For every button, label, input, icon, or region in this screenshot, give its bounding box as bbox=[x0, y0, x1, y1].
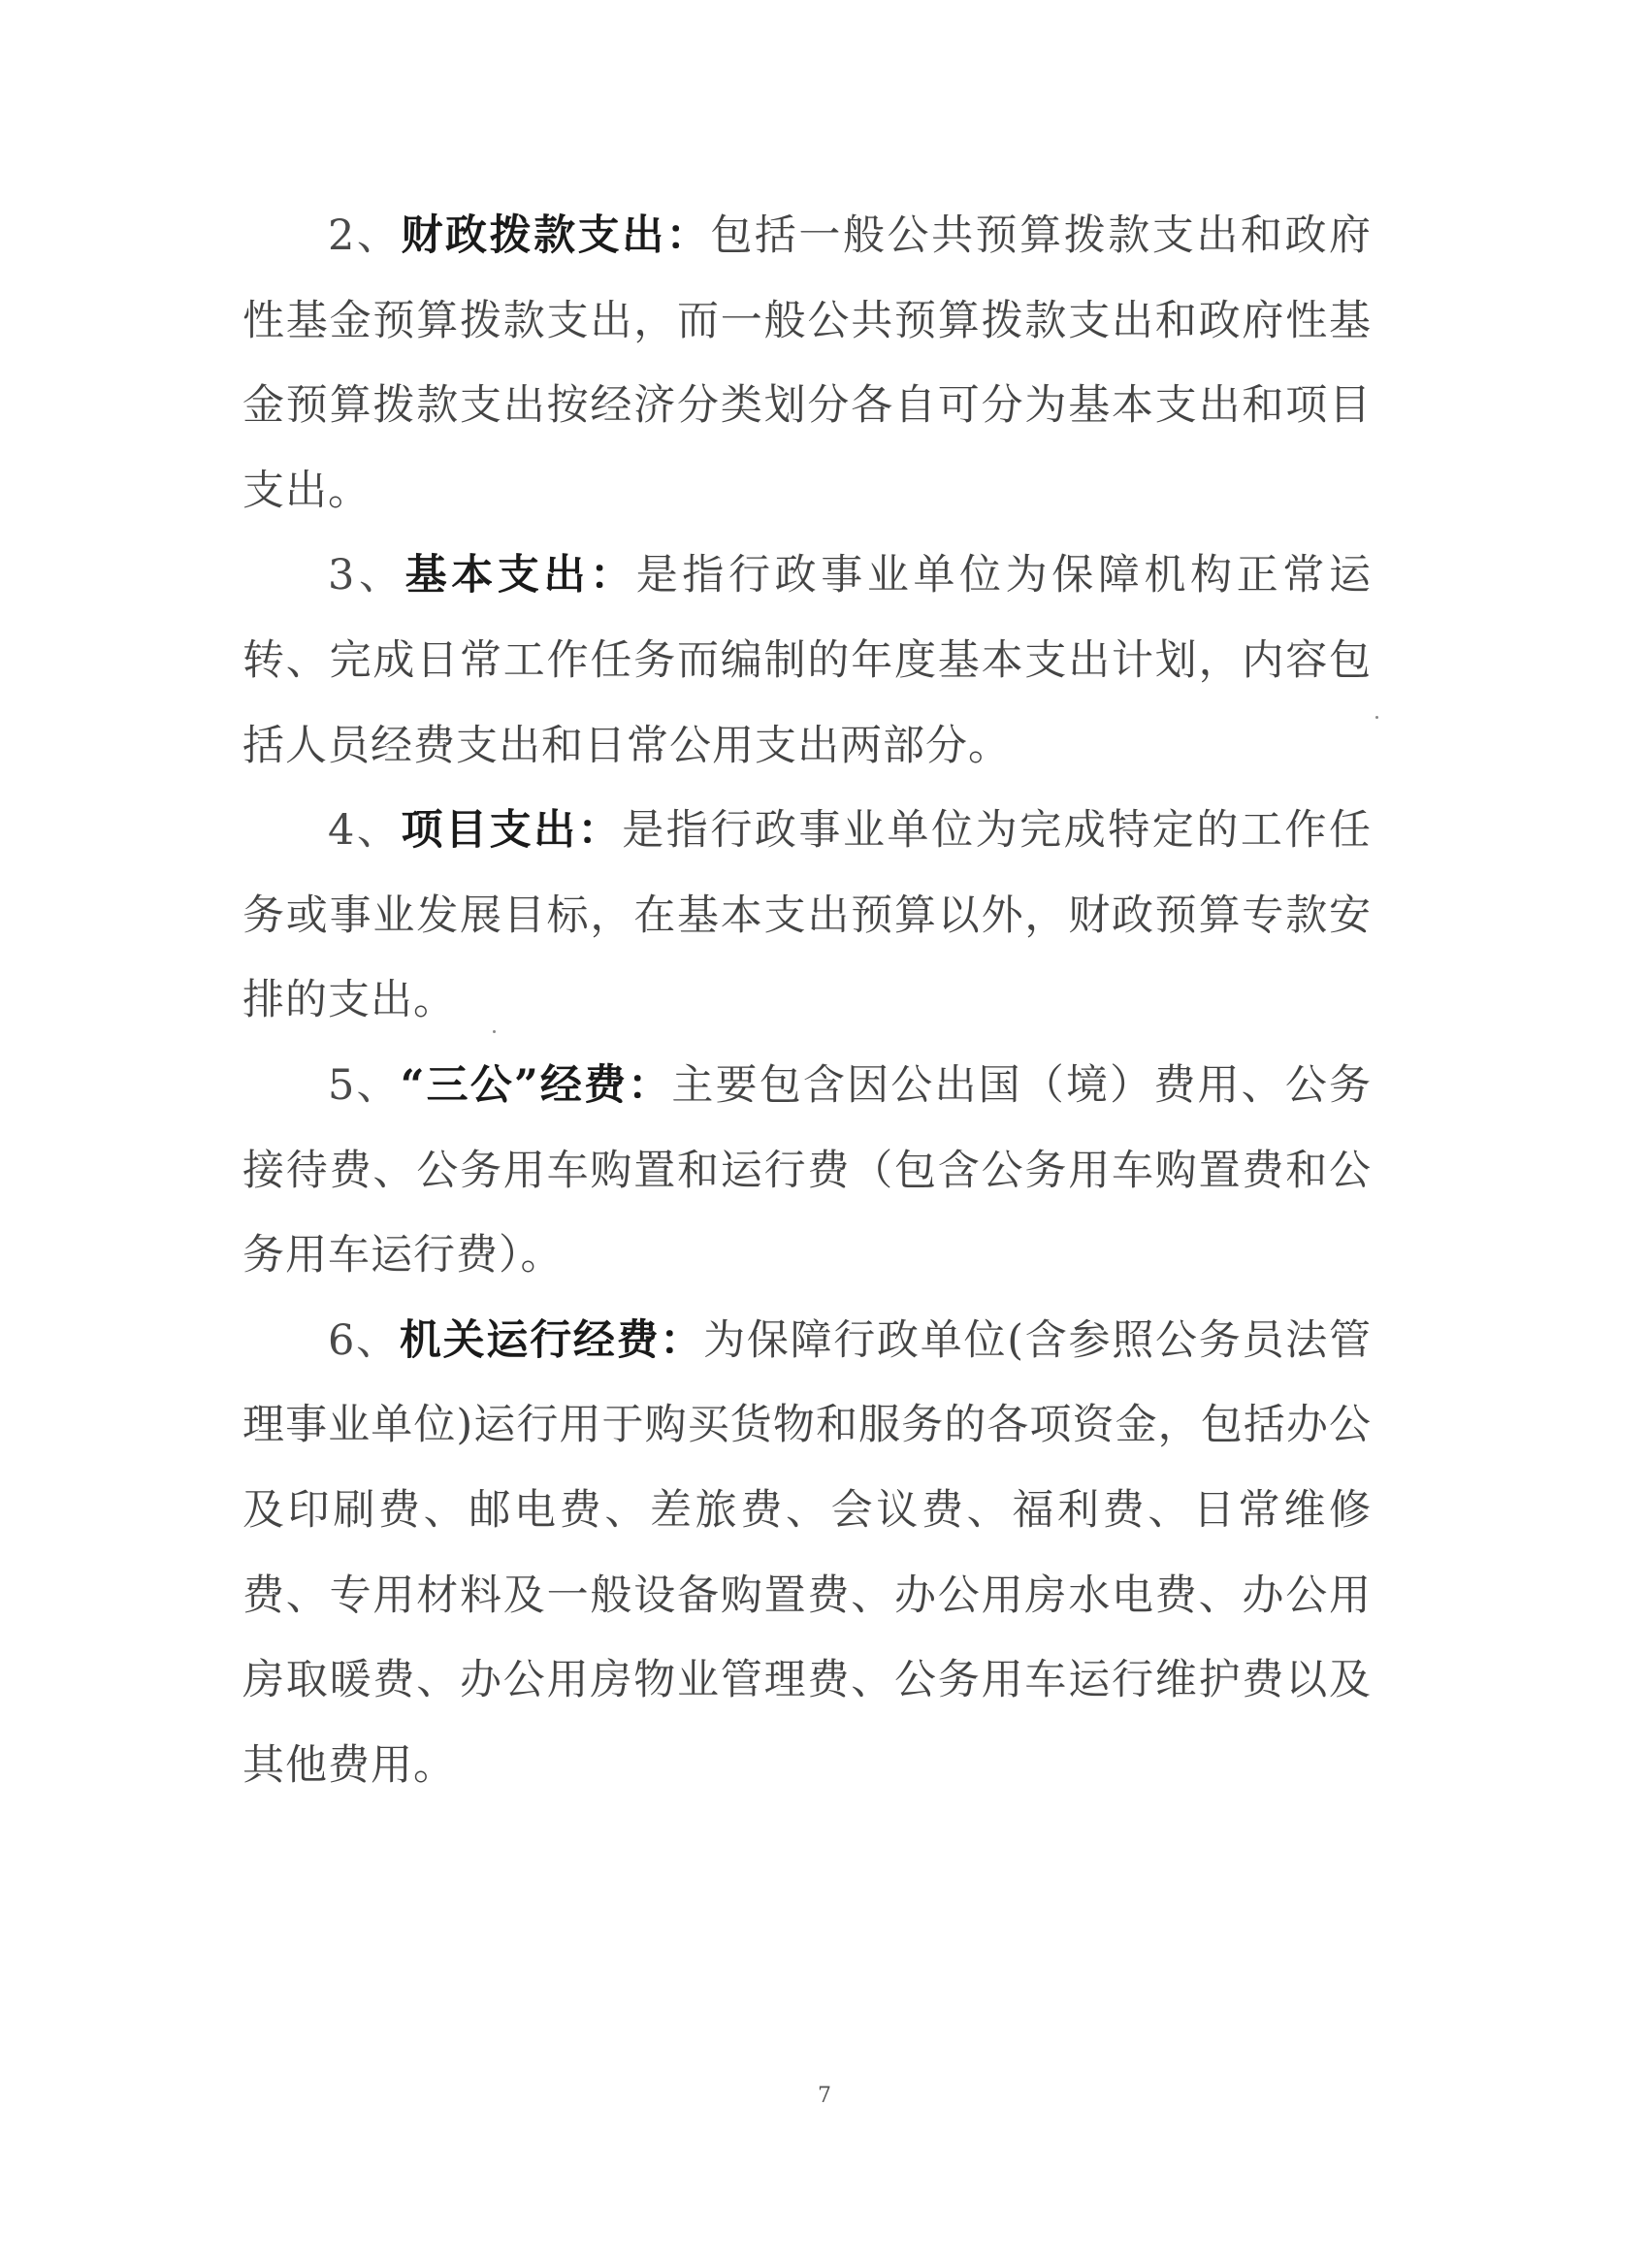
paragraph-number: 4、 bbox=[328, 806, 402, 856]
paragraph-2 bbox=[242, 194, 1372, 534]
paragraph-number: 3、 bbox=[328, 551, 405, 600]
scan-speck bbox=[493, 1030, 496, 1033]
paragraph-6 bbox=[242, 1299, 1372, 1809]
term-definition: 为保障行政单位(含参照公务员法管理事业单位)运行用于购买货物和服务的各项资金，包括办公及印刷费、邮电费、差旅费、会议费、福利费、日常维修费、专用材料及一般设备购置费、办公用房水电费、办公用房取暖费、办公用房物业管理费、公务用车运行维护费以及其他费用。 bbox=[242, 1315, 1373, 1790]
term-definition: 主要包含因公出国（境）费用、公务接待费、公务用车购置和运行费（包含公务用车购置费和公务用车运行费）。 bbox=[242, 1060, 1373, 1280]
term-definition: 是指行政事业单位为完成特定的工作任务或事业发展目标，在基本支出预算以外，财政预算专款安排的支出。 bbox=[242, 806, 1373, 1025]
paragraph-number: 5、 bbox=[328, 1060, 401, 1110]
document-body bbox=[242, 194, 1372, 1808]
paragraph-number: 6、 bbox=[328, 1315, 400, 1365]
paragraph-5 bbox=[242, 1044, 1372, 1299]
term-heading: 机关运行经费： bbox=[399, 1315, 704, 1365]
scan-speck bbox=[1375, 716, 1378, 719]
term-definition: 是指行政事业单位为保障机构正常运转、完成日常工作任务而编制的年度基本支出计划，内容包括人员经费支出和日常公用支出两部分。 bbox=[242, 551, 1373, 770]
term-definition: 包括一般公共预算拨款支出和政府性基金预算拨款支出，而一般公共预算拨款支出和政府性基金预算拨款支出按经济分类划分各自可分为基本支出和项目支出。 bbox=[242, 211, 1373, 515]
term-heading: “三公”经费： bbox=[400, 1060, 672, 1110]
paragraph-3 bbox=[242, 534, 1372, 789]
term-heading: 基本支出： bbox=[404, 551, 636, 600]
term-heading: 项目支出： bbox=[401, 806, 623, 856]
paragraph-number: 2、 bbox=[328, 211, 402, 260]
page-number: 7 bbox=[818, 2084, 831, 2108]
paragraph-4 bbox=[242, 789, 1372, 1044]
term-heading: 财政拨款支出： bbox=[401, 211, 711, 260]
